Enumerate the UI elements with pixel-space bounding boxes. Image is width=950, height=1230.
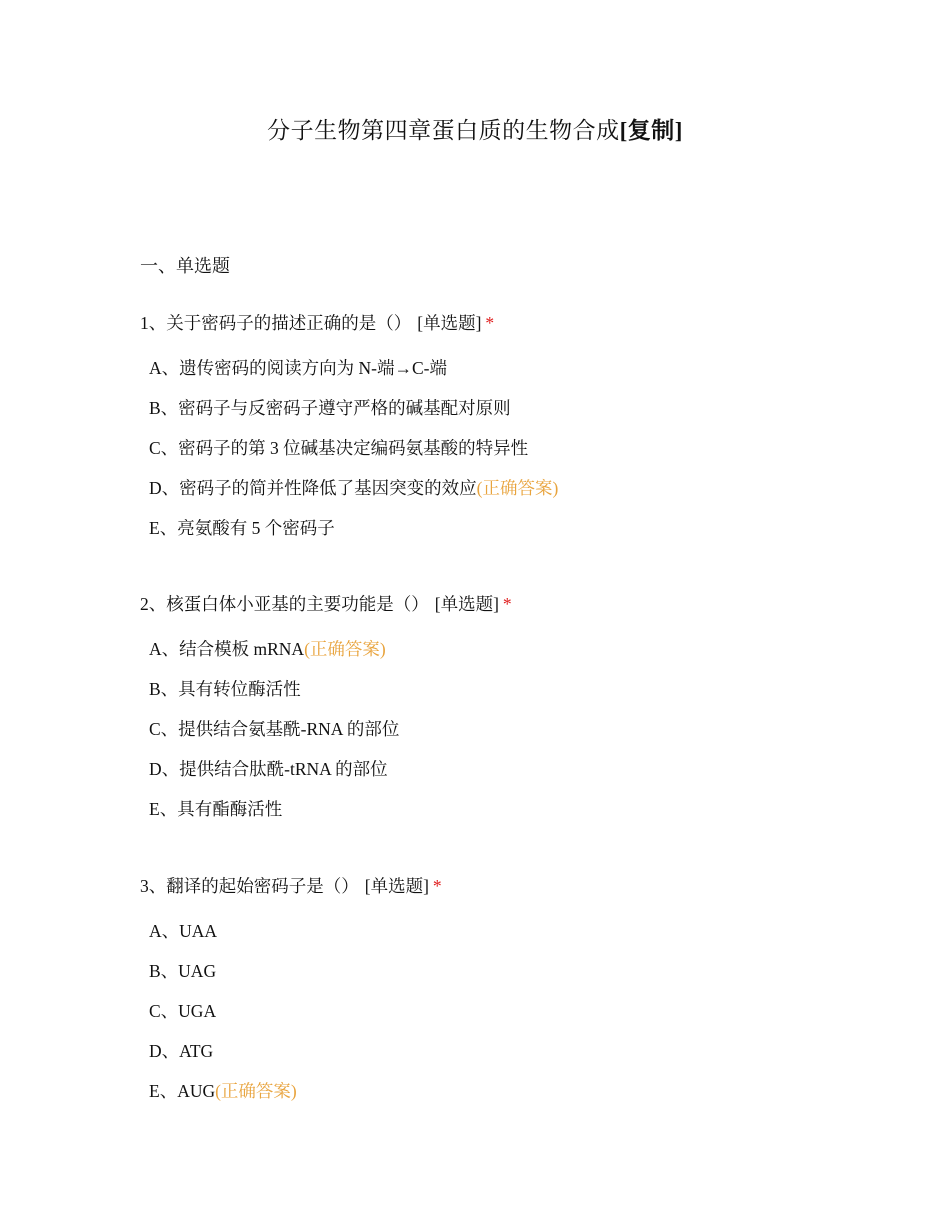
option-text: C、提供结合氨基酰-RNA 的部位 — [149, 719, 400, 739]
question-stem — [140, 311, 840, 335]
option-b[interactable] — [149, 677, 840, 701]
option-text: B、密码子与反密码子遵守严格的碱基配对原则 — [149, 398, 511, 418]
option-text: C、密码子的第 3 位碱基决定编码氨基酸的特异性 — [149, 438, 529, 458]
option-text: E、具有酯酶活性 — [149, 799, 283, 819]
option-text: A、结合模板 mRNA — [149, 639, 305, 659]
option-text: E、亮氨酸有 5 个密码子 — [149, 518, 335, 538]
required-mark: * — [502, 594, 512, 614]
option-text: E、AUG — [149, 1081, 216, 1101]
question-type: [单选题] — [364, 876, 429, 896]
option-d[interactable] — [149, 1039, 840, 1063]
question-text: 2、核蛋白体小亚基的主要功能是（） — [140, 594, 429, 614]
question-1 — [140, 311, 840, 556]
option-a[interactable] — [149, 919, 840, 943]
required-mark: * — [432, 876, 442, 896]
option-e[interactable] — [149, 516, 840, 540]
option-text: B、UAG — [149, 961, 217, 981]
option-text: A、遗传密码的阅读方向为 N-端→C-端 — [149, 358, 447, 378]
options-list — [140, 637, 840, 821]
title-suffix: [复制] — [619, 118, 683, 143]
question-stem — [140, 592, 840, 616]
correct-answer-tag: (正确答案) — [215, 1081, 297, 1101]
options-list — [140, 919, 840, 1103]
required-mark: * — [485, 313, 495, 333]
option-c[interactable] — [149, 436, 840, 460]
question-2 — [140, 592, 840, 837]
question-type: [单选题] — [434, 594, 499, 614]
option-text: D、密码子的简并性降低了基因突变的效应 — [149, 478, 477, 498]
question-stem — [140, 874, 840, 898]
option-text: C、UGA — [149, 1001, 217, 1021]
option-d[interactable] — [149, 476, 840, 500]
question-text: 3、翻译的起始密码子是（） — [140, 876, 359, 896]
option-d[interactable] — [149, 757, 840, 781]
option-b[interactable] — [149, 959, 840, 983]
options-list — [140, 356, 840, 540]
option-text: D、提供结合肽酰-tRNA 的部位 — [149, 759, 388, 779]
option-e[interactable] — [149, 1079, 840, 1103]
correct-answer-tag: (正确答案) — [304, 639, 386, 659]
option-a[interactable] — [149, 356, 840, 380]
option-text: A、UAA — [149, 921, 218, 941]
page-title — [0, 112, 950, 145]
question-3 — [140, 874, 840, 1119]
title-text: 分子生物第四章蛋白质的生物合成 — [267, 118, 620, 143]
option-e[interactable] — [149, 797, 840, 821]
option-c[interactable] — [149, 717, 840, 741]
option-text: B、具有转位酶活性 — [149, 679, 301, 699]
option-a[interactable] — [149, 637, 840, 661]
question-type: [单选题] — [417, 313, 482, 333]
question-text: 1、关于密码子的描述正确的是（） — [140, 313, 412, 333]
correct-answer-tag: (正确答案) — [476, 478, 559, 498]
option-b[interactable] — [149, 396, 840, 420]
section-heading: 一、单选题 — [140, 256, 230, 276]
option-c[interactable] — [149, 999, 840, 1023]
option-text: D、ATG — [149, 1041, 214, 1061]
